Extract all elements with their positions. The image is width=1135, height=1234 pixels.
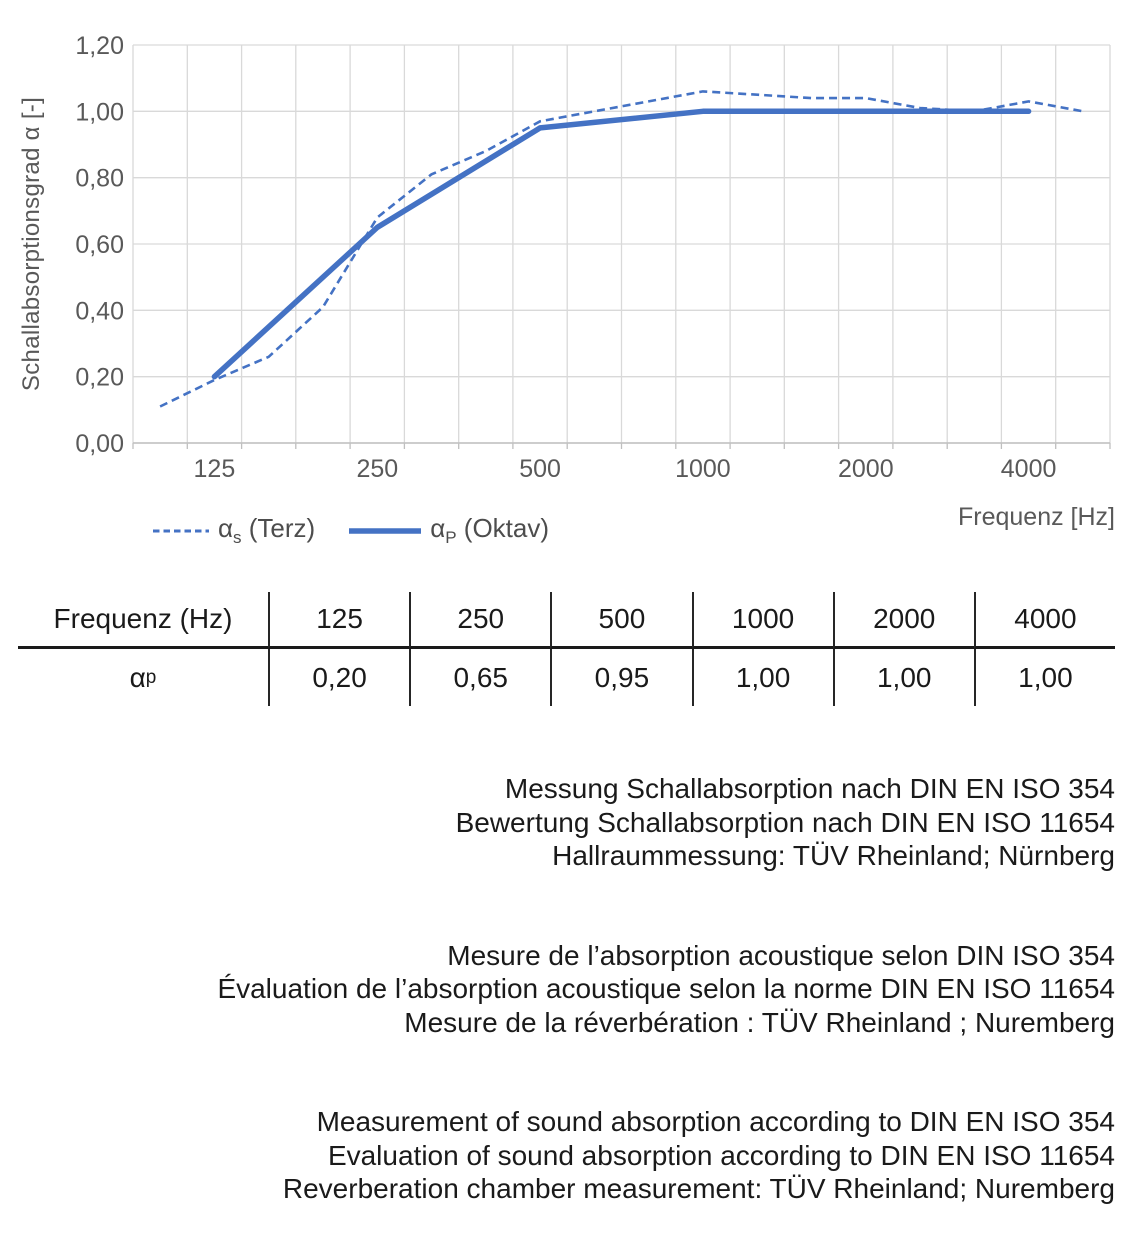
y-tick-label: 0,80 bbox=[75, 164, 124, 193]
y-tick-label: 1,00 bbox=[75, 98, 124, 127]
alpha-symbol: α bbox=[129, 661, 146, 693]
table-value-2000: 1,00 bbox=[833, 649, 974, 706]
note-block-english bbox=[0, 1105, 1115, 1206]
legend-dashed-line-sample bbox=[153, 527, 209, 535]
table-value-500: 0,95 bbox=[550, 649, 691, 706]
alpha-subscript: p bbox=[145, 666, 157, 688]
legend-item-terz bbox=[153, 513, 315, 548]
y-tick-label: 0,20 bbox=[75, 363, 124, 392]
note-line: Bewertung Schallabsorption nach DIN EN ISO 11654 bbox=[455, 806, 1115, 838]
y-tick-label: 0,00 bbox=[75, 430, 124, 458]
table-header-frequency: Frequenz (Hz) bbox=[18, 592, 268, 649]
legend-item-oktav bbox=[349, 513, 549, 548]
note-line: Mesure de l’absorption acoustique selon DIN ISO 354 bbox=[447, 939, 1115, 971]
legend-oktav-text: (Oktav) bbox=[456, 513, 550, 544]
note-line: Mesure de la réverbération : TÜV Rheinland ; Nuremberg bbox=[404, 1006, 1115, 1038]
legend-terz-symbol: α bbox=[218, 513, 234, 544]
note-line: Hallraummessung: TÜV Rheinland; Nürnberg bbox=[552, 840, 1115, 871]
note-line: Measurement of sound absorption according to DIN EN ISO 354 bbox=[316, 1106, 1115, 1137]
x-tick-label: 250 bbox=[356, 455, 399, 483]
x-tick-label: 4000 bbox=[1000, 455, 1057, 483]
y-tick-label: 0,40 bbox=[75, 297, 124, 326]
table-value-250: 0,65 bbox=[409, 649, 550, 706]
legend-terz-subscript: s bbox=[233, 528, 242, 548]
table-header-500: 500 bbox=[550, 592, 691, 649]
absorption-chart bbox=[0, 0, 1135, 560]
note-line: Reverberation chamber measurement: TÜV Rheinland; Nuremberg bbox=[282, 1173, 1115, 1204]
table-header-1000: 1000 bbox=[692, 592, 833, 649]
note-block-german bbox=[0, 772, 1115, 873]
y-axis-title: Schallabsorptionsgrad α [-] bbox=[18, 96, 45, 392]
note-line: Évaluation de l’absorption acoustique selon la norme DIN EN ISO 11654 bbox=[217, 973, 1115, 1004]
table-header-2000: 2000 bbox=[833, 592, 974, 649]
x-tick-label: 125 bbox=[193, 455, 236, 483]
note-line: Evaluation of sound absorption according to DIN EN ISO 11654 bbox=[327, 1139, 1115, 1171]
legend-oktav-subscript: P bbox=[445, 528, 457, 548]
x-tick-label: 500 bbox=[519, 455, 561, 483]
x-axis-title: Frequenz [Hz] bbox=[957, 503, 1115, 531]
y-tick-label: 1,20 bbox=[75, 32, 124, 60]
alpha-p-table bbox=[18, 592, 1115, 706]
table-header-4000: 4000 bbox=[974, 592, 1115, 649]
x-tick-label: 2000 bbox=[837, 455, 894, 483]
legend-label-terz bbox=[218, 513, 315, 548]
table-value-1000: 1,00 bbox=[692, 649, 833, 706]
note-block-french bbox=[0, 939, 1115, 1040]
notes-section bbox=[0, 772, 1135, 1206]
y-tick-label: 0,60 bbox=[75, 231, 124, 259]
chart-legend bbox=[153, 512, 549, 550]
table-row-label-alpha-p bbox=[18, 649, 268, 706]
legend-label-oktav bbox=[430, 513, 549, 548]
x-tick-label: 1000 bbox=[675, 455, 731, 483]
table-header-250: 250 bbox=[409, 592, 550, 649]
table-value-125: 0,20 bbox=[268, 649, 409, 706]
table-value-4000: 1,00 bbox=[974, 649, 1115, 706]
chart-plot-area bbox=[0, 0, 1135, 560]
legend-oktav-symbol: α bbox=[430, 513, 446, 544]
note-line: Messung Schallabsorption nach DIN EN ISO 354 bbox=[504, 773, 1115, 804]
legend-terz-text: (Terz) bbox=[241, 513, 316, 544]
table-header-125: 125 bbox=[268, 592, 409, 649]
legend-solid-line-sample bbox=[349, 527, 421, 535]
